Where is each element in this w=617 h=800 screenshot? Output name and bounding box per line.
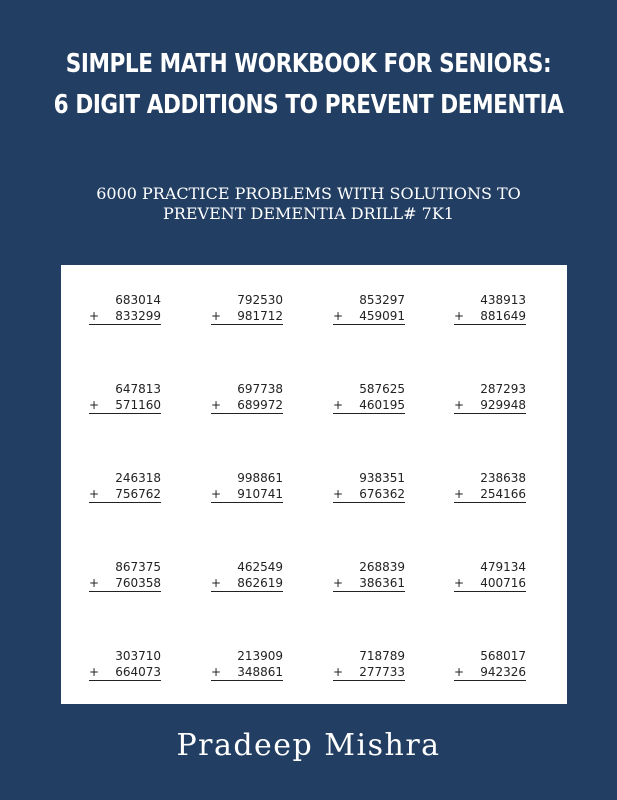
second-addend-row xyxy=(211,308,283,325)
second-addend: 910741 xyxy=(237,487,283,501)
addition-problem xyxy=(454,381,526,414)
second-addend-row xyxy=(89,664,161,681)
first-addend: 587625 xyxy=(359,382,405,396)
second-addend-row xyxy=(89,575,161,592)
second-addend-row xyxy=(454,575,526,592)
author-name: Pradeep Mishra xyxy=(176,728,441,763)
addition-problem xyxy=(333,559,405,592)
first-addend: 438913 xyxy=(480,293,526,307)
addition-problem xyxy=(333,648,405,681)
first-addend: 697738 xyxy=(237,382,283,396)
problems-panel xyxy=(61,265,567,704)
addition-problem xyxy=(454,648,526,681)
first-addend: 568017 xyxy=(480,649,526,663)
plus-sign: + xyxy=(333,398,344,412)
book-subtitle xyxy=(0,184,617,224)
addition-problem xyxy=(211,559,283,592)
first-addend: 998861 xyxy=(237,471,283,485)
second-addend: 929948 xyxy=(480,398,526,412)
title-line-1: SIMPLE MATH WORKBOOK FOR SENIORS: xyxy=(65,49,552,79)
first-addend: 718789 xyxy=(359,649,405,663)
addition-problem xyxy=(333,292,405,325)
plus-sign: + xyxy=(211,576,222,590)
second-addend-row xyxy=(211,575,283,592)
plus-sign: + xyxy=(89,576,100,590)
second-addend: 348861 xyxy=(237,665,283,679)
second-addend-row xyxy=(454,664,526,681)
addition-problem xyxy=(454,470,526,503)
second-addend: 459091 xyxy=(359,309,405,323)
plus-sign: + xyxy=(211,398,222,412)
addition-problem xyxy=(333,470,405,503)
first-addend: 238638 xyxy=(480,471,526,485)
title-line-2: 6 DIGIT ADDITIONS TO PREVENT DEMENTIA xyxy=(53,90,564,120)
plus-sign: + xyxy=(333,309,344,323)
first-addend: 792530 xyxy=(237,293,283,307)
first-addend: 213909 xyxy=(237,649,283,663)
second-addend-row xyxy=(454,486,526,503)
plus-sign: + xyxy=(333,576,344,590)
addition-problem xyxy=(211,470,283,503)
addition-problem xyxy=(211,648,283,681)
second-addend-row xyxy=(89,308,161,325)
plus-sign: + xyxy=(211,487,222,501)
second-addend: 676362 xyxy=(359,487,405,501)
second-addend: 689972 xyxy=(237,398,283,412)
second-addend: 277733 xyxy=(359,665,405,679)
addition-problem xyxy=(89,470,161,503)
plus-sign: + xyxy=(89,309,100,323)
plus-sign: + xyxy=(454,398,465,412)
second-addend-row xyxy=(333,575,405,592)
plus-sign: + xyxy=(454,487,465,501)
plus-sign: + xyxy=(454,309,465,323)
second-addend: 254166 xyxy=(480,487,526,501)
second-addend-row xyxy=(211,397,283,414)
plus-sign: + xyxy=(89,487,100,501)
second-addend-row xyxy=(333,664,405,681)
second-addend-row xyxy=(454,397,526,414)
second-addend-row xyxy=(333,308,405,325)
first-addend: 938351 xyxy=(359,471,405,485)
plus-sign: + xyxy=(211,665,222,679)
subtitle-line-1: 6000 PRACTICE PROBLEMS WITH SOLUTIONS TO xyxy=(96,184,521,203)
addition-problem xyxy=(211,381,283,414)
second-addend: 760358 xyxy=(115,576,161,590)
first-addend: 479134 xyxy=(480,560,526,574)
second-addend-row xyxy=(454,308,526,325)
plus-sign: + xyxy=(89,665,100,679)
second-addend: 981712 xyxy=(237,309,283,323)
first-addend: 287293 xyxy=(480,382,526,396)
addition-problem xyxy=(454,559,526,592)
first-addend: 867375 xyxy=(115,560,161,574)
second-addend-row xyxy=(89,486,161,503)
first-addend: 268839 xyxy=(359,560,405,574)
first-addend: 647813 xyxy=(115,382,161,396)
first-addend: 303710 xyxy=(115,649,161,663)
first-addend: 683014 xyxy=(115,293,161,307)
addition-problem xyxy=(89,292,161,325)
plus-sign: + xyxy=(454,576,465,590)
second-addend: 664073 xyxy=(115,665,161,679)
addition-problem xyxy=(89,648,161,681)
second-addend: 833299 xyxy=(115,309,161,323)
addition-problem xyxy=(211,292,283,325)
plus-sign: + xyxy=(333,487,344,501)
book-title xyxy=(52,44,564,126)
second-addend: 460195 xyxy=(359,398,405,412)
first-addend: 853297 xyxy=(359,293,405,307)
second-addend: 400716 xyxy=(480,576,526,590)
second-addend: 862619 xyxy=(237,576,283,590)
first-addend: 246318 xyxy=(115,471,161,485)
subtitle-line-2: PREVENT DEMENTIA DRILL# 7K1 xyxy=(163,204,454,223)
plus-sign: + xyxy=(89,398,100,412)
second-addend-row xyxy=(333,486,405,503)
second-addend: 756762 xyxy=(115,487,161,501)
addition-problem xyxy=(333,381,405,414)
plus-sign: + xyxy=(454,665,465,679)
second-addend: 571160 xyxy=(115,398,161,412)
second-addend: 942326 xyxy=(480,665,526,679)
first-addend: 462549 xyxy=(237,560,283,574)
addition-problem xyxy=(89,559,161,592)
addition-problem xyxy=(89,381,161,414)
plus-sign: + xyxy=(211,309,222,323)
second-addend-row xyxy=(333,397,405,414)
second-addend-row xyxy=(211,664,283,681)
second-addend: 881649 xyxy=(480,309,526,323)
second-addend: 386361 xyxy=(359,576,405,590)
second-addend-row xyxy=(211,486,283,503)
plus-sign: + xyxy=(333,665,344,679)
second-addend-row xyxy=(89,397,161,414)
addition-problem xyxy=(454,292,526,325)
